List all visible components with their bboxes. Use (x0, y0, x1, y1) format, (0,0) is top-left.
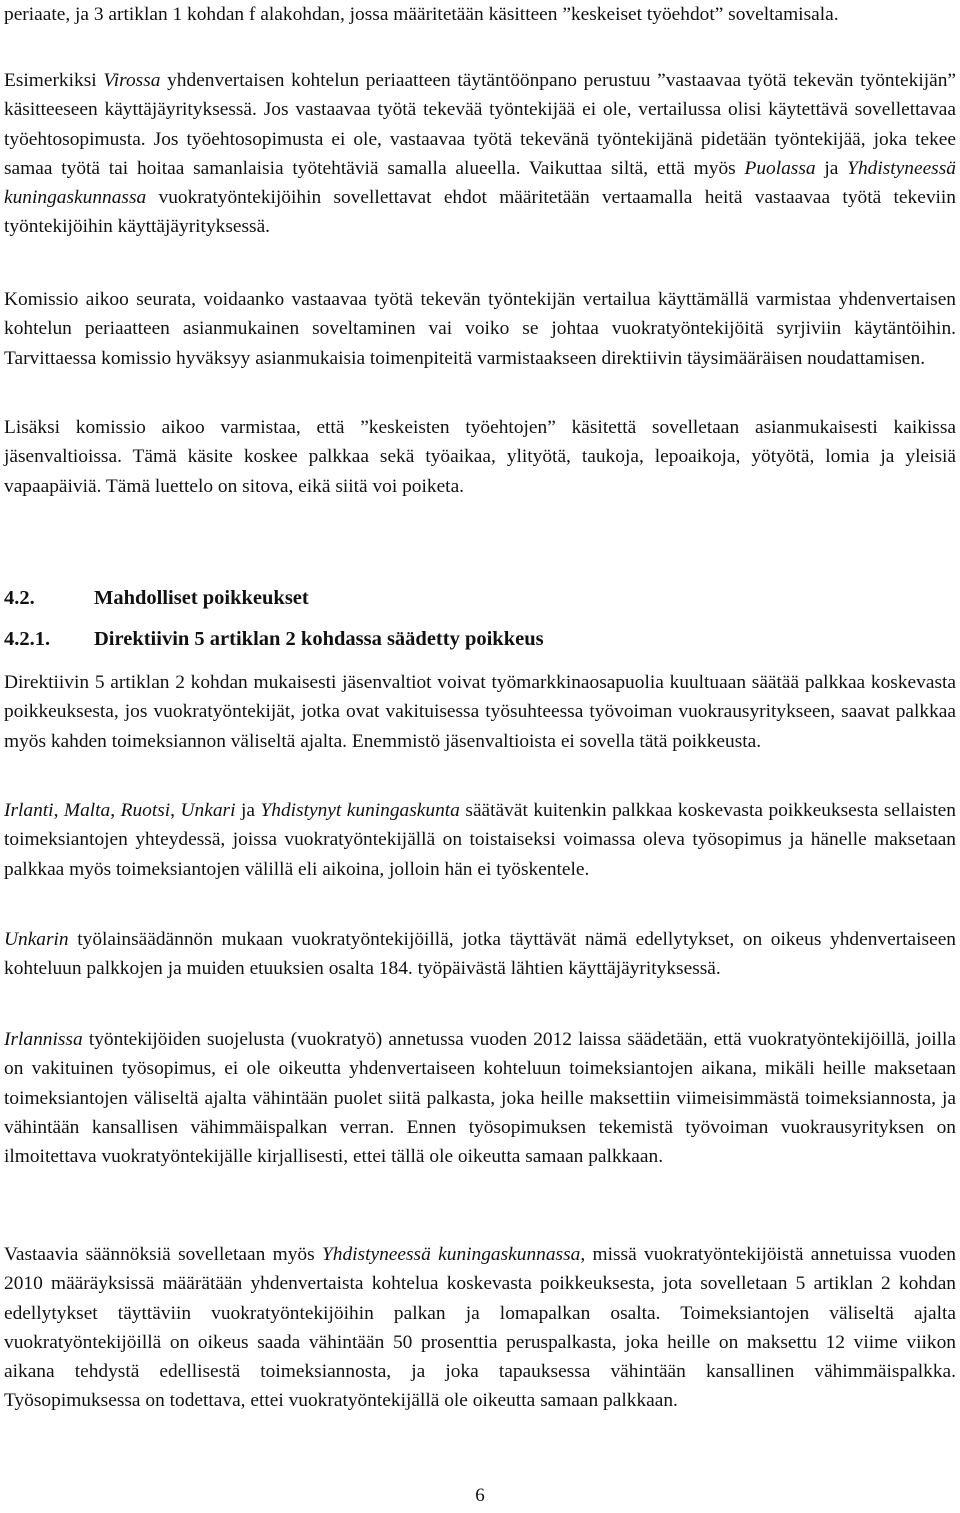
country-poland: Puolassa (744, 157, 816, 179)
paragraph-ireland: Irlannissa työntekijöiden suojelusta (vuokratyö) annetussa vuoden 2012 laissa säädetään, että vuokratyöntekijöillä, joilla on vakituinen työsopimus, ei ole oikeutta yhdenvertaiseen kohteluun toimeksiantojen aikana, mikäli heille maksetaan toimeksiantojen väliseltä ajalta vähintään puolet siitä palkasta, joka heille maksettiin viimeisimmästä toimeksiannosta, ja vähintään kansallisen vähimmäispalkan verran. Ennen työsopimuksen tekemistä työvoiman vuokrausyrityksen on ilmoitettava vuokratyöntekijälle kirjallisesti, ettei tällä ole oikeutta samaan palkkaan. (4, 1029, 956, 1168)
paragraph-countries-derogation: Irlanti, Malta, Ruotsi, Unkari ja Yhdistynyt kuningaskunta säätävät kuitenkin palkkaa koskevasta poikkeuksesta sellaisten toimeksiantojen yhteydessä, joissa vuokratyöntekijällä on toistaiseksi voimassa oleva työsopimus ja hänelle maksetaan palkkaa myös toimeksiantojen välillä eli aikoina, jolloin hän ei työskentele. (4, 800, 956, 880)
section-heading-4-2 (4, 584, 309, 612)
country-united-kingdom: Yhdistyneessä kuningaskunnassa (322, 1244, 581, 1265)
country-hungary: Unkarin (4, 929, 69, 950)
paragraph-commission-ensure: Lisäksi komissio aikoo varmistaa, että ”keskeisten työehtojen” käsitettä sovelletaan asianmukaisesti kaikissa jäsenvaltioissa. Tämä käsite koskee palkkaa sekä työaikaa, ylityötä, taukoja, lepoaikoja, yötyötä, lomia ja yleisiä vapaapäiviä. Tämä luettelo on sitova, eikä siitä voi poiketa. (4, 417, 956, 497)
paragraph-commission-monitor: Komissio aikoo seurata, voidaanko vastaavaa työtä tekevän työntekijän vertailua käyttämällä varmistaa yhdenvertaisen kohtelun periaatteen asianmukainen soveltaminen vai voiko se johtaa vuokratyöntekijöitä syrjiviin käytäntöihin. Tarvittaessa komissio hyväksyy asianmukaisia toimenpiteitä varmistaakseen direktiivin täysimääräisen noudattamisen. (4, 289, 956, 369)
section-number: 4.2.1. (4, 628, 51, 650)
country-malta: Malta (63, 800, 111, 821)
country-hungary: Unkari (180, 800, 236, 821)
page-number: 6 (475, 1485, 485, 1506)
text-segment: ja (815, 157, 848, 179)
paragraph-scope (4, 0, 956, 29)
country-united-kingdom: Yhdistynyt kuningaskunta (260, 800, 460, 821)
country-united-kingdom: Yhdistyneessä kuningaskunnassa (4, 157, 956, 209)
paragraph-hungary: Unkarin työlainsäädännön mukaan vuokratyöntekijöillä, jotka täyttävät nämä edellytykset, on oikeus yhdenvertaiseen kohteluun palkkojen ja muiden etuuksien osalta 184. työpäivästä lähtien käyttäjäyrityksessä. (4, 929, 956, 980)
country-estonia: Virossa (103, 70, 161, 91)
paragraph-derogation: Direktiivin 5 artiklan 2 kohdan mukaisesti jäsenvaltiot voivat työmarkkinaosapuolia kuultuaan säätää palkkaa koskevasta poikkeuksesta, jos vuokratyöntekijät, jotka ovat vakituisessa työsuhteessa työvoiman vuokrausyritykseen, saavat palkkaa myös kahden toimeksiannon väliseltä ajalta. Enemmistö jäsenvaltioista ei sovella tätä poikkeusta. (4, 672, 956, 752)
text-segment: Vaikuttaa siltä, että myös (520, 157, 745, 179)
paragraph-united-kingdom: Vastaavia säännöksiä sovelletaan myös Yhdistyneessä kuningaskunnassa, missä vuokratyöntekijöistä annetuissa vuoden 2010 määräyksissä määrätään yhdenvertaista kohtelua koskevasta poikkeuksesta, jota sovelletaan 5 artiklan 2 kohdan edellytykset täyttäviin vuokratyöntekijöihin palkan ja lomapalkan osalta. Toimeksiantojen väliseltä ajalta vuokratyöntekijöillä on oikeus saada vähintään 50 prosenttia peruspalkasta, joka heille on maksettu 12 viime viikon aikana tehdystä edellisestä toimeksiannosta, ja joka tapauksessa vähintään kansallinen vähimmäispalkka. Työsopimuksessa on todettava, ettei vuokratyöntekijällä ole oikeutta samaan palkkaan. (4, 1244, 956, 1412)
paragraph-estonia (4, 66, 956, 242)
country-ireland: Irlannissa (4, 1029, 83, 1050)
text-segment: yhdenvertaisen kohtelun periaatteen täytäntöönpano perustuu ”vastaavaa työtä tekevän työntekijän” käsitteeseen käyttäjäyrityksessä. Jos vastaavaa työtä tekevää työntekijää ei ole, vertailussa olisi käytettävä sovellettavaa työehtosopimusta. Jos työehtosopimusta ei ole, vastaavaa työtä tekevänä työntekijänä pidetään työntekijää, joka tekee samaa työtä tai hoitaa samanlaisia työtehtäviä samalla alueella. (4, 70, 957, 179)
section-heading-4-2-1 (4, 625, 544, 653)
section-number: 4.2. (4, 587, 35, 609)
country-ireland: Irlanti (4, 800, 54, 821)
section-title: Mahdolliset poikkeukset (94, 587, 309, 609)
section-title: Direktiivin 5 artiklan 2 kohdassa säädetty poikkeus (94, 628, 544, 650)
paragraph-scope-text: periaate, ja 3 artiklan 1 kohdan f alakohdan, jossa määritetään käsitteen ”keskeiset työehdot” soveltamisala. (4, 4, 839, 25)
country-sweden: Ruotsi (120, 800, 171, 821)
text-segment: vuokratyöntekijöihin sovellettavat ehdot määritetään vertaamalla heitä vastaavaa työtä tekeviin työntekijöihin käyttäjäyrityksessä. (4, 187, 956, 238)
text-segment: Esimerkiksi (4, 70, 104, 91)
